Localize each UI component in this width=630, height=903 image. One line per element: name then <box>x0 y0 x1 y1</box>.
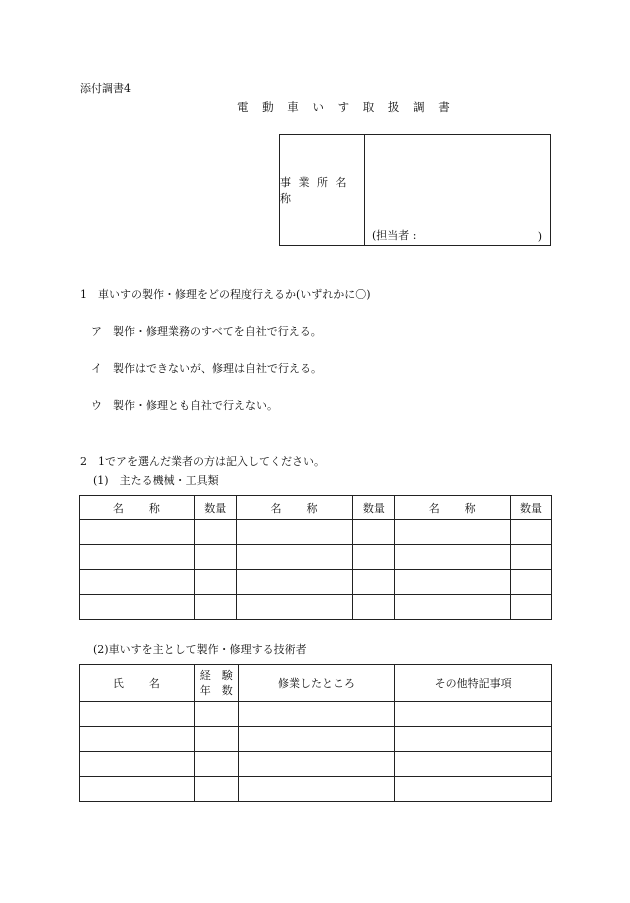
table-row <box>80 595 552 620</box>
table-cell[interactable] <box>395 520 511 545</box>
table-cell[interactable] <box>238 727 395 752</box>
technician-header-row <box>80 665 552 702</box>
contact-person-label: (担当者 : <box>372 229 417 242</box>
table-cell[interactable] <box>194 752 238 777</box>
table-cell[interactable] <box>511 570 552 595</box>
equipment-name-header: 名 称 <box>236 496 353 520</box>
table-cell[interactable] <box>395 570 511 595</box>
equipment-name-header: 名 称 <box>395 496 511 520</box>
section-equipment-title: (1) 主たる機械・工具類 <box>93 474 219 487</box>
table-cell[interactable] <box>353 595 395 620</box>
option-i: イ 製作はできないが、修理は自社で行える。 <box>91 362 322 375</box>
table-row <box>80 727 552 752</box>
document-title: 電 動 車 い す 取 扱 調 書 <box>237 100 455 114</box>
table-cell[interactable] <box>80 702 195 727</box>
table-cell[interactable] <box>395 595 511 620</box>
section-technician-title: (2)車いすを主として製作・修理する技術者 <box>93 643 307 656</box>
equipment-qty-header: 数量 <box>353 496 395 520</box>
table-cell[interactable] <box>80 777 195 802</box>
question-2: 2 1でアを選んだ業者の方は記入してください。 <box>80 455 325 468</box>
office-name-label: 事 業 所 名 称 <box>280 135 365 245</box>
table-cell[interactable] <box>236 520 353 545</box>
table-row <box>80 777 552 802</box>
technician-table <box>79 664 552 802</box>
table-cell[interactable] <box>194 595 236 620</box>
table-cell[interactable] <box>395 545 511 570</box>
table-cell[interactable] <box>511 520 552 545</box>
equipment-table <box>79 495 552 620</box>
table-row <box>80 702 552 727</box>
table-cell[interactable] <box>238 777 395 802</box>
experience-header-line2: 年 数 <box>199 684 233 697</box>
table-cell[interactable] <box>511 595 552 620</box>
table-cell[interactable] <box>194 520 236 545</box>
table-cell[interactable] <box>353 570 395 595</box>
table-cell[interactable] <box>511 545 552 570</box>
table-cell[interactable] <box>80 595 195 620</box>
equipment-header-row <box>80 496 552 520</box>
training-place-header: 修業したところ <box>238 665 395 702</box>
table-cell[interactable] <box>395 752 552 777</box>
option-a: ア 製作・修理業務のすべてを自社で行える。 <box>91 325 322 338</box>
other-notes-header: その他特記事項 <box>395 665 552 702</box>
table-cell[interactable] <box>353 520 395 545</box>
table-cell[interactable] <box>236 545 353 570</box>
table-cell[interactable] <box>80 570 195 595</box>
table-cell[interactable] <box>80 752 195 777</box>
equipment-name-header: 名 称 <box>80 496 195 520</box>
table-cell[interactable] <box>194 727 238 752</box>
office-name-box <box>279 134 551 246</box>
option-u: ウ 製作・修理とも自社で行えない。 <box>91 399 278 412</box>
table-cell[interactable] <box>80 520 195 545</box>
attachment-label: 添付調書4 <box>80 82 131 95</box>
table-cell[interactable] <box>238 702 395 727</box>
experience-header-line1: 経 験 <box>199 669 233 682</box>
table-row <box>80 752 552 777</box>
table-cell[interactable] <box>194 777 238 802</box>
equipment-qty-header: 数量 <box>194 496 236 520</box>
table-cell[interactable] <box>353 545 395 570</box>
table-row <box>80 570 552 595</box>
experience-years-header <box>194 665 238 702</box>
table-cell[interactable] <box>236 570 353 595</box>
question-1: 1 車いすの製作・修理をどの程度行えるか(いずれかに〇) <box>80 288 371 301</box>
table-cell[interactable] <box>80 545 195 570</box>
table-cell[interactable] <box>236 595 353 620</box>
table-cell[interactable] <box>395 702 552 727</box>
equipment-qty-header: 数量 <box>511 496 552 520</box>
table-row <box>80 545 552 570</box>
table-cell[interactable] <box>194 545 236 570</box>
table-cell[interactable] <box>395 777 552 802</box>
contact-person-close: ) <box>537 230 542 243</box>
table-cell[interactable] <box>194 702 238 727</box>
technician-name-header: 氏 名 <box>80 665 195 702</box>
table-cell[interactable] <box>194 570 236 595</box>
table-row <box>80 520 552 545</box>
table-cell[interactable] <box>80 727 195 752</box>
table-cell[interactable] <box>238 752 395 777</box>
table-cell[interactable] <box>395 727 552 752</box>
